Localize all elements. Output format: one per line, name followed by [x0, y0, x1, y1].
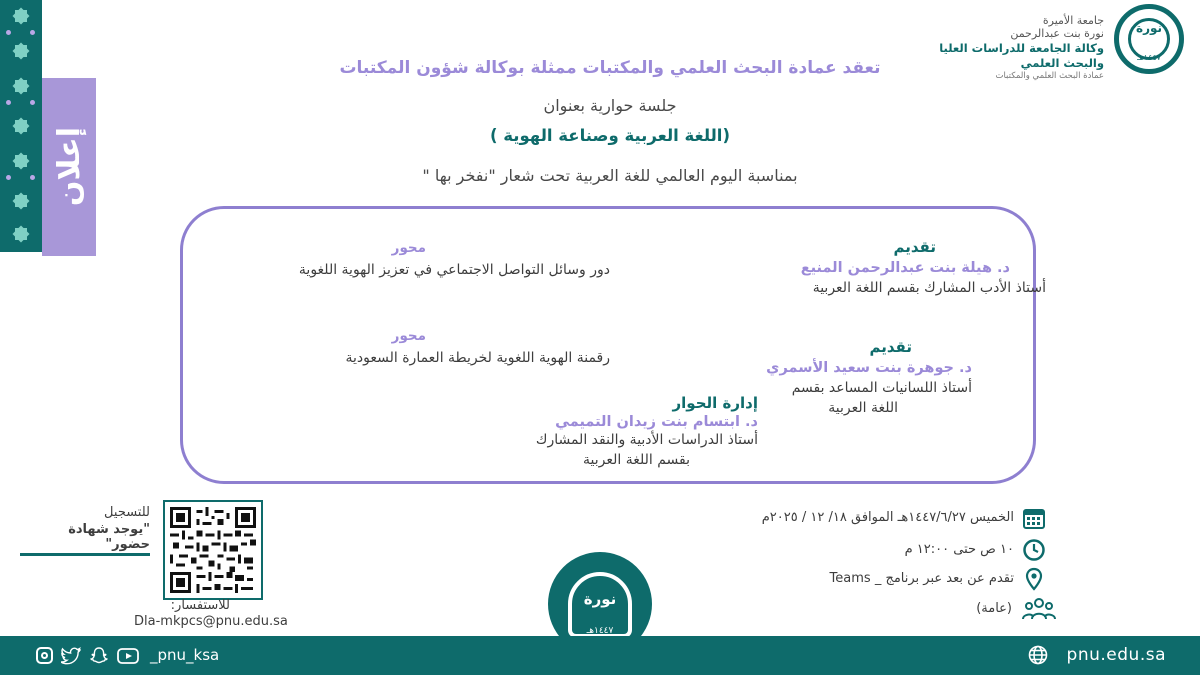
youtube-icon[interactable] [117, 648, 139, 664]
twitter-icon[interactable] [61, 647, 81, 665]
axis-1-label: محور [391, 240, 426, 256]
decorative-pattern-strip [0, 0, 42, 252]
axis-1-text: دور وسائل التواصل الاجتماعي في تعزيز الهوية اللغوية [298, 262, 610, 278]
moderator-role-line-2: بقسم اللغة العربية [583, 452, 690, 468]
inquiry-label: للاستفسار: [170, 598, 230, 613]
event-time: ١٠ ص حتى ١٢:٠٠ م [904, 542, 1014, 557]
presenter-1-block [686, 238, 1046, 296]
university-name-line-1: جامعة الأميرة [1042, 14, 1104, 27]
presenter-2-label: تقديم [869, 338, 912, 356]
axis-2-label: محور [391, 328, 426, 344]
location-pin-icon [1022, 567, 1046, 591]
moderator-block [438, 394, 758, 468]
footer-website[interactable]: pnu.edu.sa [1066, 645, 1166, 665]
moderator-label: إدارة الحوار [672, 394, 758, 412]
deanship-name: عمادة البحث العلمي والمكتبات [995, 71, 1104, 81]
session-title: (اللغة العربية وصناعة الهوية ) [489, 126, 731, 145]
clock-icon [1022, 538, 1046, 562]
globe-icon [1028, 645, 1048, 665]
axis-2-block [210, 328, 610, 366]
emblem-year: ١٤٤٧هـ [586, 626, 614, 636]
moderator-role-line-1: أستاذ الدراسات الأدبية والنقد المشارك [535, 432, 758, 448]
footer-social-handle[interactable]: _pnu_ksa [150, 646, 220, 664]
qr-pattern [170, 507, 256, 593]
people-icon [1022, 596, 1056, 622]
date-row [566, 506, 1046, 530]
presenter-2-role-line-1: أستاذ اللسانيات المساعد بقسم [791, 380, 972, 396]
announcement-tab [42, 78, 96, 256]
axis-1-block [210, 240, 610, 278]
occasion-line: بمناسبة اليوم العالمي للغة العربية تحت شعار "نفخر بها " [422, 166, 798, 185]
event-audience: (عامة) [976, 601, 1012, 616]
university-logo [1114, 4, 1184, 74]
instagram-icon[interactable] [36, 647, 53, 664]
register-label: للتسجيل [104, 505, 150, 520]
university-name-line-2: نورة بنت عبدالرحمن [1010, 27, 1104, 40]
agency-name-line-1: وكالة الجامعة للدراسات العليا [939, 41, 1104, 55]
presenter-2-name: د. جوهرة بنت سعيد الأسمري [766, 360, 972, 376]
event-location: تقدم عن بعد عبر برنامج _ Teams [829, 571, 1014, 586]
snapchat-icon[interactable] [89, 646, 109, 666]
presenter-1-name: د. هيلة بنت عبدالرحمن المنيع [800, 260, 1010, 276]
certificate-note: "يوجد شهادة حضور" [20, 522, 150, 556]
presenter-1-label: تقديم [893, 238, 936, 256]
announcement-label: إعلان [51, 127, 87, 207]
moderator-name: د. ابتسام بنت زيدان التميمي [555, 414, 758, 430]
registration-qr-code[interactable] [163, 500, 263, 600]
emblem-wordmark: نورة [583, 590, 617, 608]
logo-year: ١٤٤٧هـ [1137, 53, 1161, 62]
inquiry-email[interactable]: Dla-mkpcs@pnu.edu.sa [134, 614, 288, 629]
agency-name-line-2: والبحث العلمي [1020, 56, 1104, 70]
presenter-1-role: أستاذ الأدب المشارك بقسم اللغة العربية [812, 280, 1046, 296]
event-date: الخميس ١٤٤٧/٦/٢٧هـ الموافق ١٨/ ١٢ / ٢٠٢٥م [761, 510, 1014, 525]
calendar-icon [1022, 506, 1046, 530]
axis-2-text: رقمنة الهوية اللغوية لخريطة العمارة السعودية [345, 350, 610, 366]
session-line: جلسة حوارية بعنوان [543, 96, 677, 115]
presenter-2-role-line-2: اللغة العربية [828, 400, 898, 416]
time-row [566, 538, 1046, 562]
logo-wordmark: نورة [1135, 21, 1163, 35]
host-line: تعقد عمادة البحث العلمي والمكتبات ممثلة بوكالة شؤون المكتبات [339, 58, 881, 78]
